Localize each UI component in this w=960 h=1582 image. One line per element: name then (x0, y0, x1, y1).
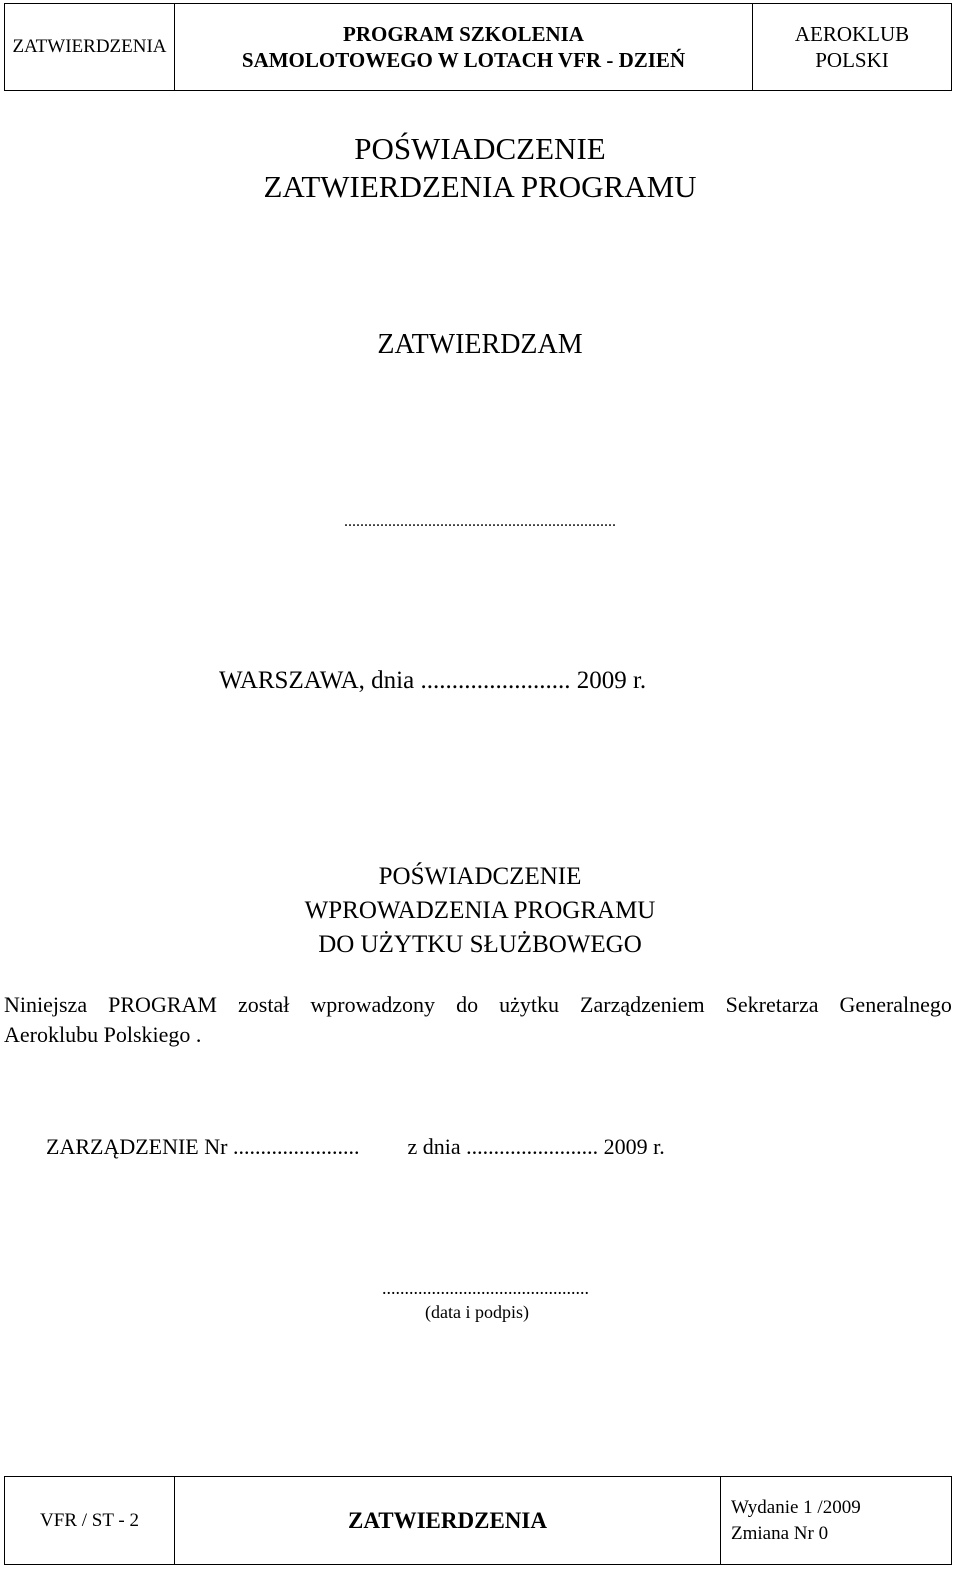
introduction-title-line3: DO UŻYTKU SŁUŻBOWEGO (318, 931, 642, 958)
document-title-line2: ZATWIERDZENIA PROGRAMU (263, 169, 697, 204)
header-organization-line1: AEROKLUB (794, 22, 910, 46)
order-number: ZARZĄDZENIE Nr ....................... (46, 1134, 360, 1159)
approval-signature-line: .................................................................... (344, 513, 616, 530)
paragraph-word: PROGRAM (108, 992, 217, 1017)
signature-block (382, 1276, 589, 1324)
header-program-title (175, 4, 753, 90)
introduction-title (0, 860, 960, 962)
approval-label: ZATWIERDZAM (377, 329, 583, 360)
introduction-title-line1: POŚWIADCZENIE (378, 863, 582, 890)
paragraph-word: został (238, 992, 290, 1017)
header-program-title-line2: SAMOLOTOWEGO W LOTACH VFR - DZIEŃ (241, 48, 686, 72)
paragraph-word: do (456, 992, 479, 1017)
city-date-line: WARSZAWA, dnia ........................ 2009 r. (219, 667, 647, 694)
paragraph-word: Sekretarza (725, 992, 819, 1017)
footer-edition: Wydanie 1 /2009 (731, 1496, 861, 1518)
order-date: z dnia ........................ 2009 r. (407, 1134, 665, 1159)
order-line (46, 1133, 665, 1161)
signature-dots: .............................................. (382, 1278, 589, 1298)
page-footer (4, 1476, 952, 1565)
paragraph-word: Zarządzeniem (580, 992, 705, 1017)
document-title-line1: POŚWIADCZENIE (354, 131, 606, 166)
document-title (0, 130, 960, 206)
page-header (4, 3, 952, 91)
introduction-paragraph (4, 990, 952, 1050)
header-program-title-line1: PROGRAM SZKOLENIA (343, 22, 584, 46)
paragraph-line2: Aeroklubu Polskiego . (4, 1022, 202, 1047)
header-section-name: ZATWIERDZENIA (5, 4, 175, 90)
footer-revision: Zmiana Nr 0 (731, 1522, 829, 1544)
paragraph-word: wprowadzony (310, 992, 436, 1017)
footer-edition-info (721, 1477, 951, 1564)
introduction-title-line2: WPROWADZENIA PROGRAMU (304, 897, 656, 924)
paragraph-line1 (4, 990, 952, 1020)
header-organization-line2: POLSKI (815, 48, 889, 72)
footer-document-code: VFR / ST - 2 (5, 1477, 175, 1564)
paragraph-word: użytku (499, 992, 559, 1017)
header-organization (753, 4, 951, 90)
paragraph-word: Niniejsza (4, 992, 88, 1017)
signature-caption: (data i podpis) (425, 1302, 529, 1322)
footer-section-name: ZATWIERDZENIA (175, 1477, 721, 1564)
paragraph-word: Generalnego (839, 992, 952, 1017)
